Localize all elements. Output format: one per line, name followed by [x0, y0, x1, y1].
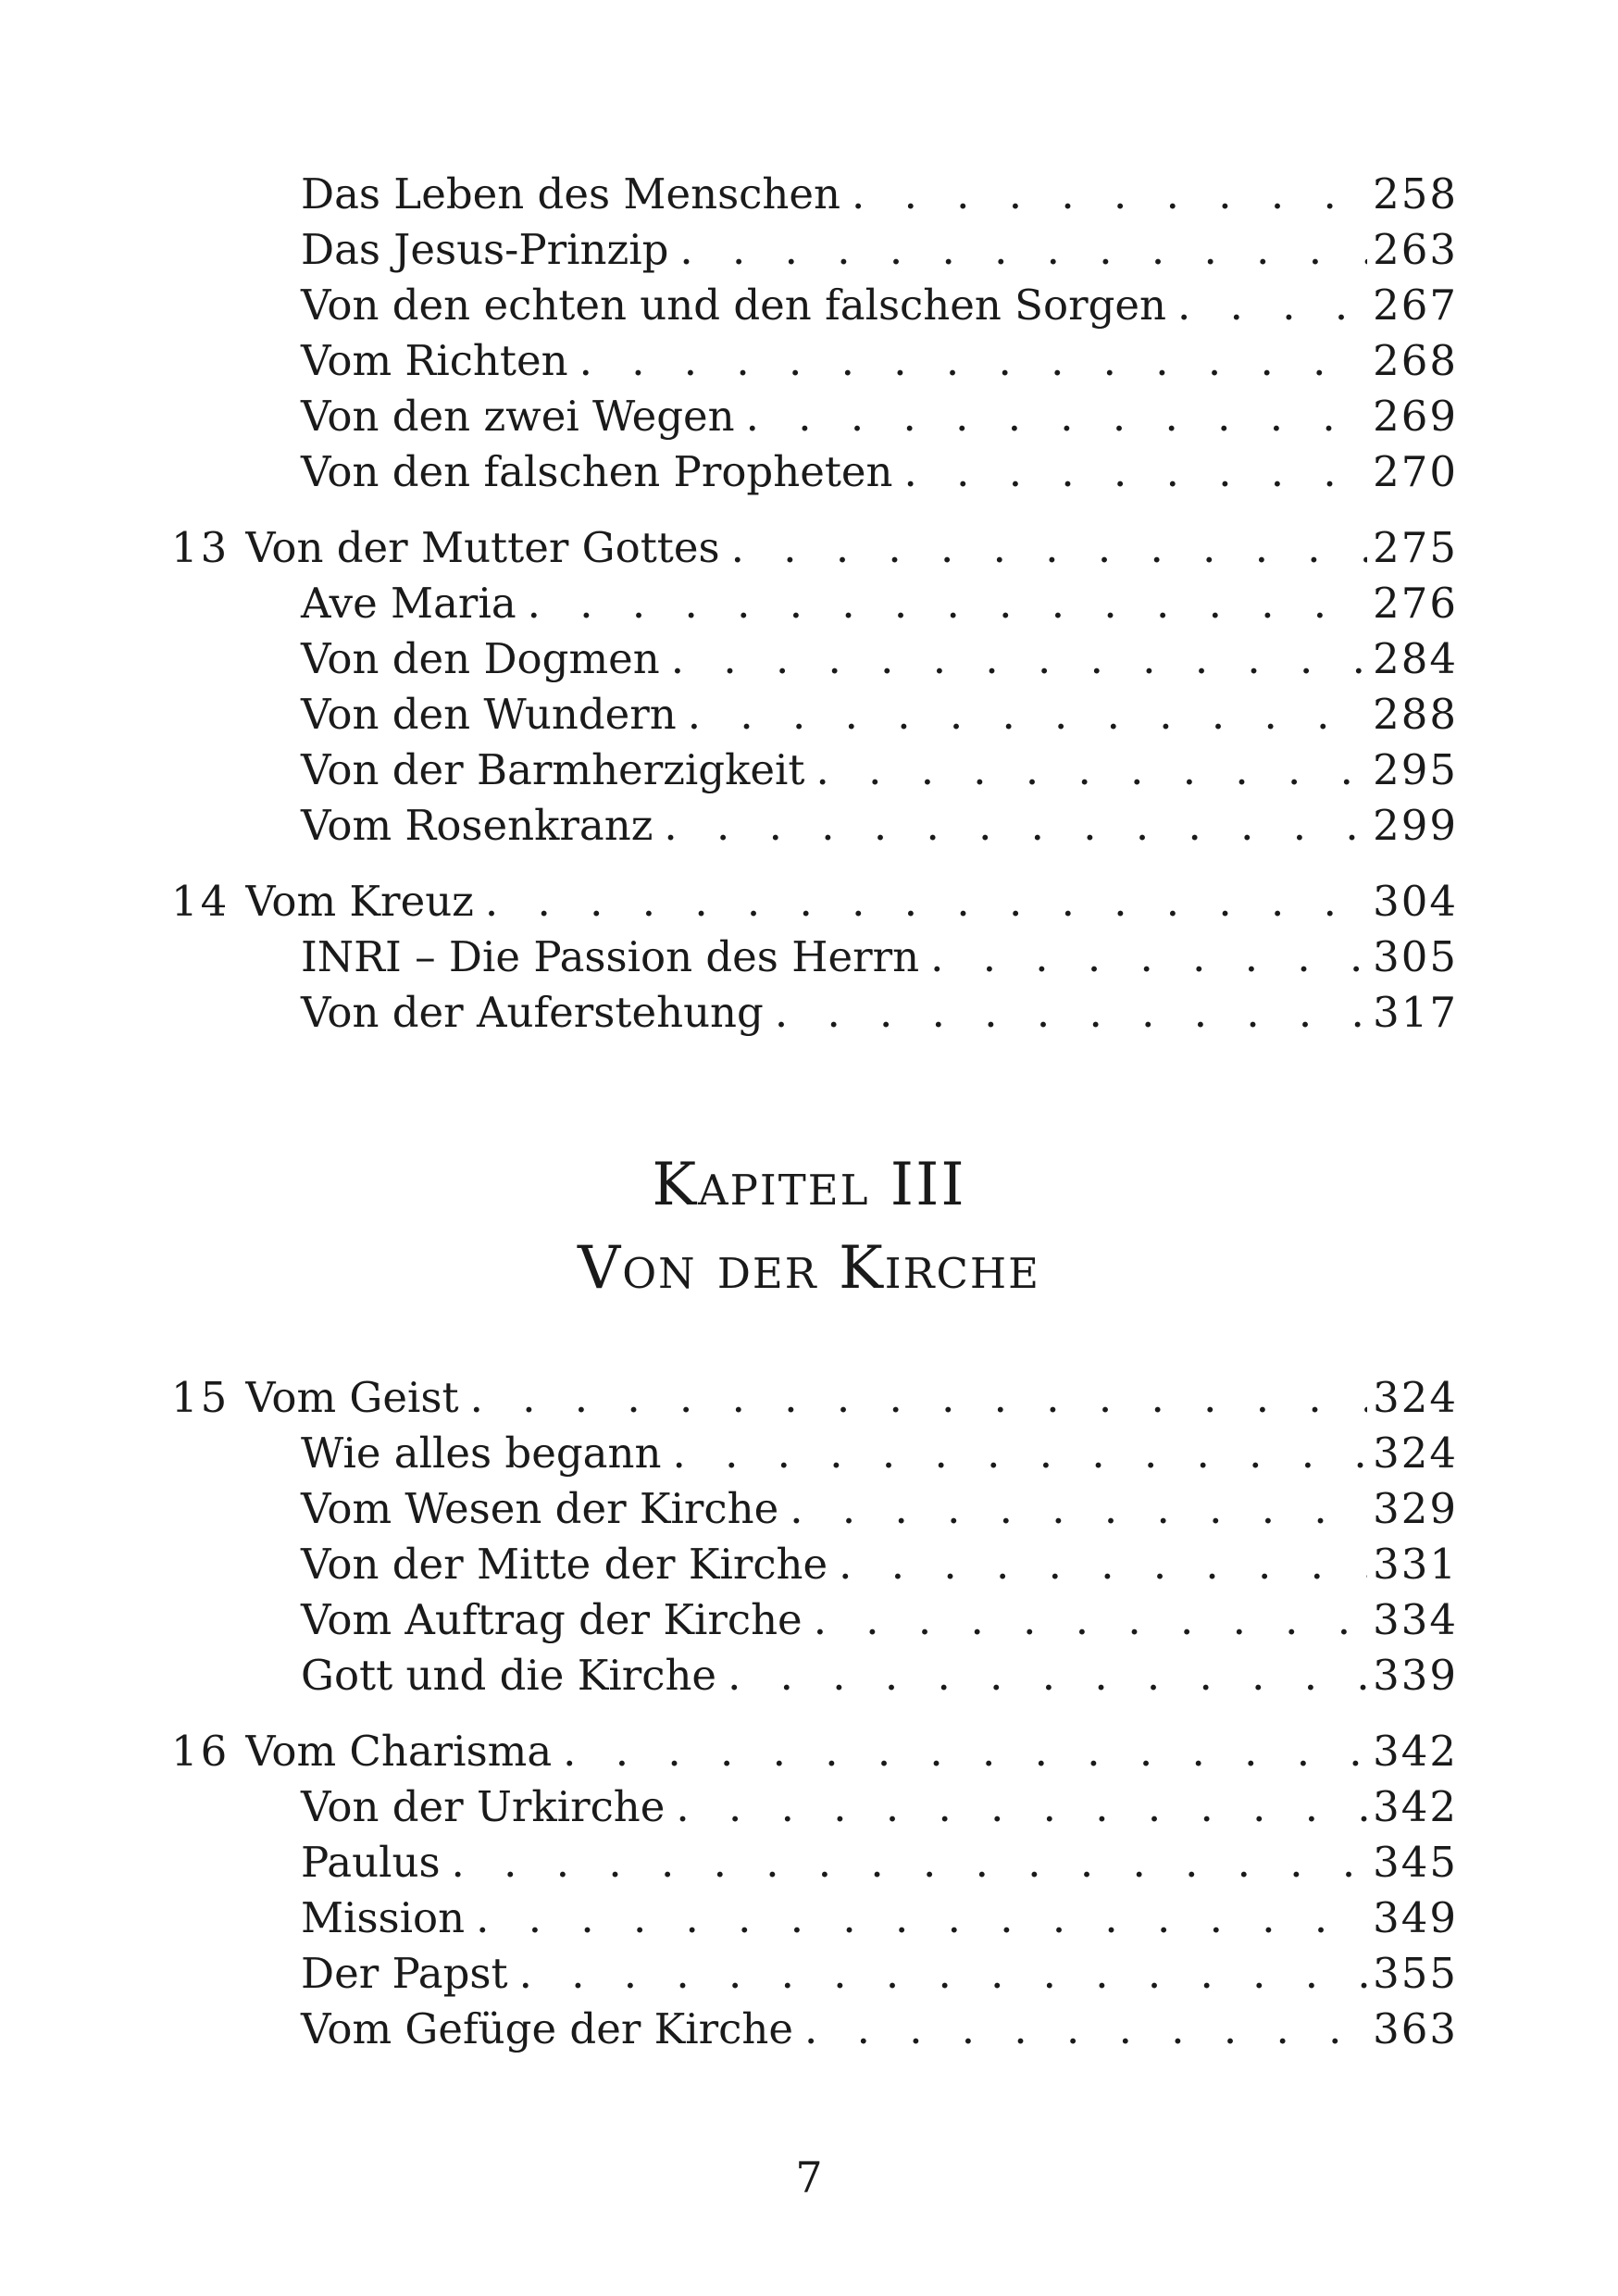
toc-entry-title: Vom Kreuz: [245, 877, 474, 926]
dot-leader: [919, 930, 1367, 985]
toc-section-bottom: [171, 1370, 1458, 2057]
toc-entry-body: [245, 985, 1373, 1041]
section-gap: [171, 1703, 1458, 1724]
toc-subentry[interactable]: [171, 576, 1458, 631]
toc-entry-body: [245, 1779, 1373, 1835]
toc-page-number: 339: [1373, 1651, 1458, 1700]
toc-entry-body: [245, 1946, 1373, 2002]
toc-entry-body: [245, 1890, 1373, 1946]
toc-page-number: 349: [1373, 1893, 1458, 1942]
toc-entry-title: Vom Richten: [301, 336, 568, 385]
page-number: 7: [795, 2152, 823, 2202]
toc-subentry[interactable]: [171, 930, 1458, 985]
toc-entry-body: [245, 1592, 1373, 1648]
toc-page-number: 276: [1373, 579, 1458, 628]
toc-subentry[interactable]: [171, 1537, 1458, 1592]
dot-leader: [668, 222, 1367, 278]
toc-entry-body: [245, 631, 1373, 687]
dot-leader: [517, 576, 1367, 631]
toc-entry-body: [245, 1370, 1373, 1426]
toc-entry-title: Von den Dogmen: [301, 634, 660, 683]
toc-entry-body: [245, 930, 1373, 985]
dot-leader: [893, 444, 1367, 500]
toc-subentry[interactable]: [171, 1648, 1458, 1703]
dot-leader: [508, 1946, 1367, 2002]
toc-entry-title: Von der Urkirche: [301, 1782, 666, 1831]
toc-page-number: 355: [1373, 1949, 1458, 1998]
toc-page-number: 345: [1373, 1838, 1458, 1887]
section-gap: [171, 500, 1458, 520]
toc-page-number: 263: [1373, 225, 1458, 274]
toc-entry-title: Das Jesus-Prinzip: [301, 225, 669, 274]
dot-leader: [716, 1648, 1367, 1703]
toc-subentry[interactable]: [171, 1946, 1458, 2002]
toc-entry-body: [245, 444, 1373, 500]
toc-entry-body: [245, 1481, 1373, 1537]
dot-leader: [828, 1537, 1367, 1592]
toc-subentry[interactable]: [171, 167, 1458, 222]
toc-entry-body: [245, 167, 1373, 222]
toc-entry-body: [245, 333, 1373, 389]
chapter-label: Kapitel III: [652, 1151, 966, 1219]
toc-entry-body: [245, 389, 1373, 444]
section-gap: [171, 854, 1458, 874]
dot-leader: [677, 687, 1367, 742]
dot-leader: [459, 1370, 1367, 1426]
toc-entry-title: Das Leben des Menschen: [301, 169, 840, 218]
toc-page-number: 334: [1373, 1595, 1458, 1644]
toc-entry-body: [245, 278, 1373, 333]
dot-leader: [474, 874, 1367, 930]
toc-entry-body: [245, 1426, 1373, 1481]
dot-leader: [840, 167, 1367, 222]
toc-subentry[interactable]: [171, 798, 1458, 854]
toc-subentry[interactable]: [171, 278, 1458, 333]
dot-leader: [804, 742, 1367, 798]
toc-subentry[interactable]: [171, 1835, 1458, 1890]
toc-subentry[interactable]: [171, 1779, 1458, 1835]
toc-entry-title: Vom Geist: [245, 1373, 459, 1422]
toc-entry-title: Von der Mitte der Kirche: [301, 1540, 828, 1589]
toc-entry-title: Von den falschen Propheten: [301, 447, 893, 496]
toc-subentry[interactable]: [171, 2002, 1458, 2057]
toc-page-number: 295: [1373, 745, 1458, 794]
toc-page-number: 284: [1373, 634, 1458, 683]
toc-chapter-number: 16: [171, 1727, 230, 1776]
toc-entry-body: [245, 798, 1373, 854]
toc-page-number: 324: [1373, 1429, 1458, 1478]
dot-leader: [720, 520, 1367, 576]
toc-entry-body: [245, 2002, 1373, 2057]
toc-page-number: 342: [1373, 1782, 1458, 1831]
toc-subentry[interactable]: [171, 333, 1458, 389]
toc-chapter-entry[interactable]: [171, 874, 1458, 930]
toc-entry-body: [245, 687, 1373, 742]
toc-page-number: 258: [1373, 169, 1458, 218]
toc-chapter-number: 15: [171, 1373, 230, 1422]
toc-entry-title: Vom Charisma: [245, 1727, 553, 1776]
toc-page-number: 329: [1373, 1484, 1458, 1533]
dot-leader: [552, 1724, 1367, 1779]
toc-entry-body: [245, 742, 1373, 798]
toc-page-number: 267: [1373, 281, 1458, 330]
toc-page-number: 268: [1373, 336, 1458, 385]
toc-entry-body: [245, 1724, 1373, 1779]
dot-leader: [465, 1890, 1367, 1946]
dot-leader: [665, 1779, 1367, 1835]
dot-leader: [653, 798, 1367, 854]
toc-page-number: 270: [1373, 447, 1458, 496]
toc-subentry[interactable]: [171, 1890, 1458, 1946]
toc-entry-title: Vom Auftrag der Kirche: [301, 1595, 803, 1644]
dot-leader: [793, 2002, 1367, 2057]
dot-leader: [735, 389, 1367, 444]
toc-page-number: 317: [1373, 988, 1458, 1037]
toc-entry-body: [245, 520, 1373, 576]
toc-subentry[interactable]: [171, 687, 1458, 742]
toc-subentry[interactable]: [171, 985, 1458, 1041]
toc-page-number: 305: [1373, 932, 1458, 981]
toc-entry-title: Von der Barmherzigkeit: [301, 745, 805, 794]
toc-subentry[interactable]: [171, 444, 1458, 500]
dot-leader: [568, 333, 1367, 389]
toc-chapter-number: 14: [171, 877, 230, 926]
toc-entry-title: Von den zwei Wegen: [301, 392, 735, 441]
toc-page-number: 363: [1373, 2004, 1458, 2053]
toc-subentry[interactable]: [171, 631, 1458, 687]
toc-entry-title: Von der Mutter Gottes: [245, 523, 720, 572]
toc-entry-title: Von der Auferstehung: [301, 988, 764, 1037]
toc-entry-title: Vom Wesen der Kirche: [301, 1484, 779, 1533]
toc-entry-title: Wie alles begann: [301, 1429, 662, 1478]
toc-chapter-entry[interactable]: [171, 1724, 1458, 1779]
toc-subentry[interactable]: [171, 222, 1458, 278]
toc-entry-title: Mission: [301, 1893, 466, 1942]
toc-page-number: 269: [1373, 392, 1458, 441]
dot-leader: [778, 1481, 1367, 1537]
toc-entry-title: Der Papst: [301, 1949, 508, 1998]
chapter-title: Von der Kirche: [578, 1234, 1040, 1303]
dot-leader: [1166, 278, 1367, 333]
toc-subentry[interactable]: [171, 1481, 1458, 1537]
toc-subentry[interactable]: [171, 1592, 1458, 1648]
toc-entry-title: Von den echten und den falschen Sorgen: [301, 281, 1167, 330]
toc-section-top: [171, 167, 1458, 1041]
dot-leader: [661, 1426, 1367, 1481]
toc-entry-body: [245, 576, 1373, 631]
toc-entry-body: [245, 1648, 1373, 1703]
toc-subentry[interactable]: [171, 389, 1458, 444]
toc-page-number: 288: [1373, 690, 1458, 739]
toc-chapter-number: 13: [171, 523, 230, 572]
toc-subentry[interactable]: [171, 1426, 1458, 1481]
toc-entry-title: Ave Maria: [301, 579, 517, 628]
toc-entry-body: [245, 874, 1373, 930]
toc-entry-title: Paulus: [301, 1838, 441, 1887]
toc-entry-title: Vom Rosenkranz: [301, 801, 653, 850]
toc-page-number: 299: [1373, 801, 1458, 850]
toc-subentry[interactable]: [171, 742, 1458, 798]
toc-entry-title: INRI – Die Passion des Herrn: [301, 932, 920, 981]
toc-entry-body: [245, 1537, 1373, 1592]
toc-entry-title: Gott und die Kirche: [301, 1651, 717, 1700]
toc-page-number: 275: [1373, 523, 1458, 572]
toc-page-number: 331: [1373, 1540, 1458, 1589]
dot-leader: [660, 631, 1367, 687]
dot-leader: [764, 985, 1367, 1041]
toc-page-number: 324: [1373, 1373, 1458, 1422]
toc-chapter-entry[interactable]: [171, 1370, 1458, 1426]
toc-entry-body: [245, 222, 1373, 278]
dot-leader: [441, 1835, 1367, 1890]
toc-page-number: 342: [1373, 1727, 1458, 1776]
toc-chapter-entry[interactable]: [171, 520, 1458, 576]
toc-page-number: 304: [1373, 877, 1458, 926]
toc-entry-title: Von den Wundern: [301, 690, 677, 739]
toc-entry-title: Vom Gefüge der Kirche: [301, 2004, 793, 2053]
dot-leader: [803, 1592, 1367, 1648]
toc-entry-body: [245, 1835, 1373, 1890]
